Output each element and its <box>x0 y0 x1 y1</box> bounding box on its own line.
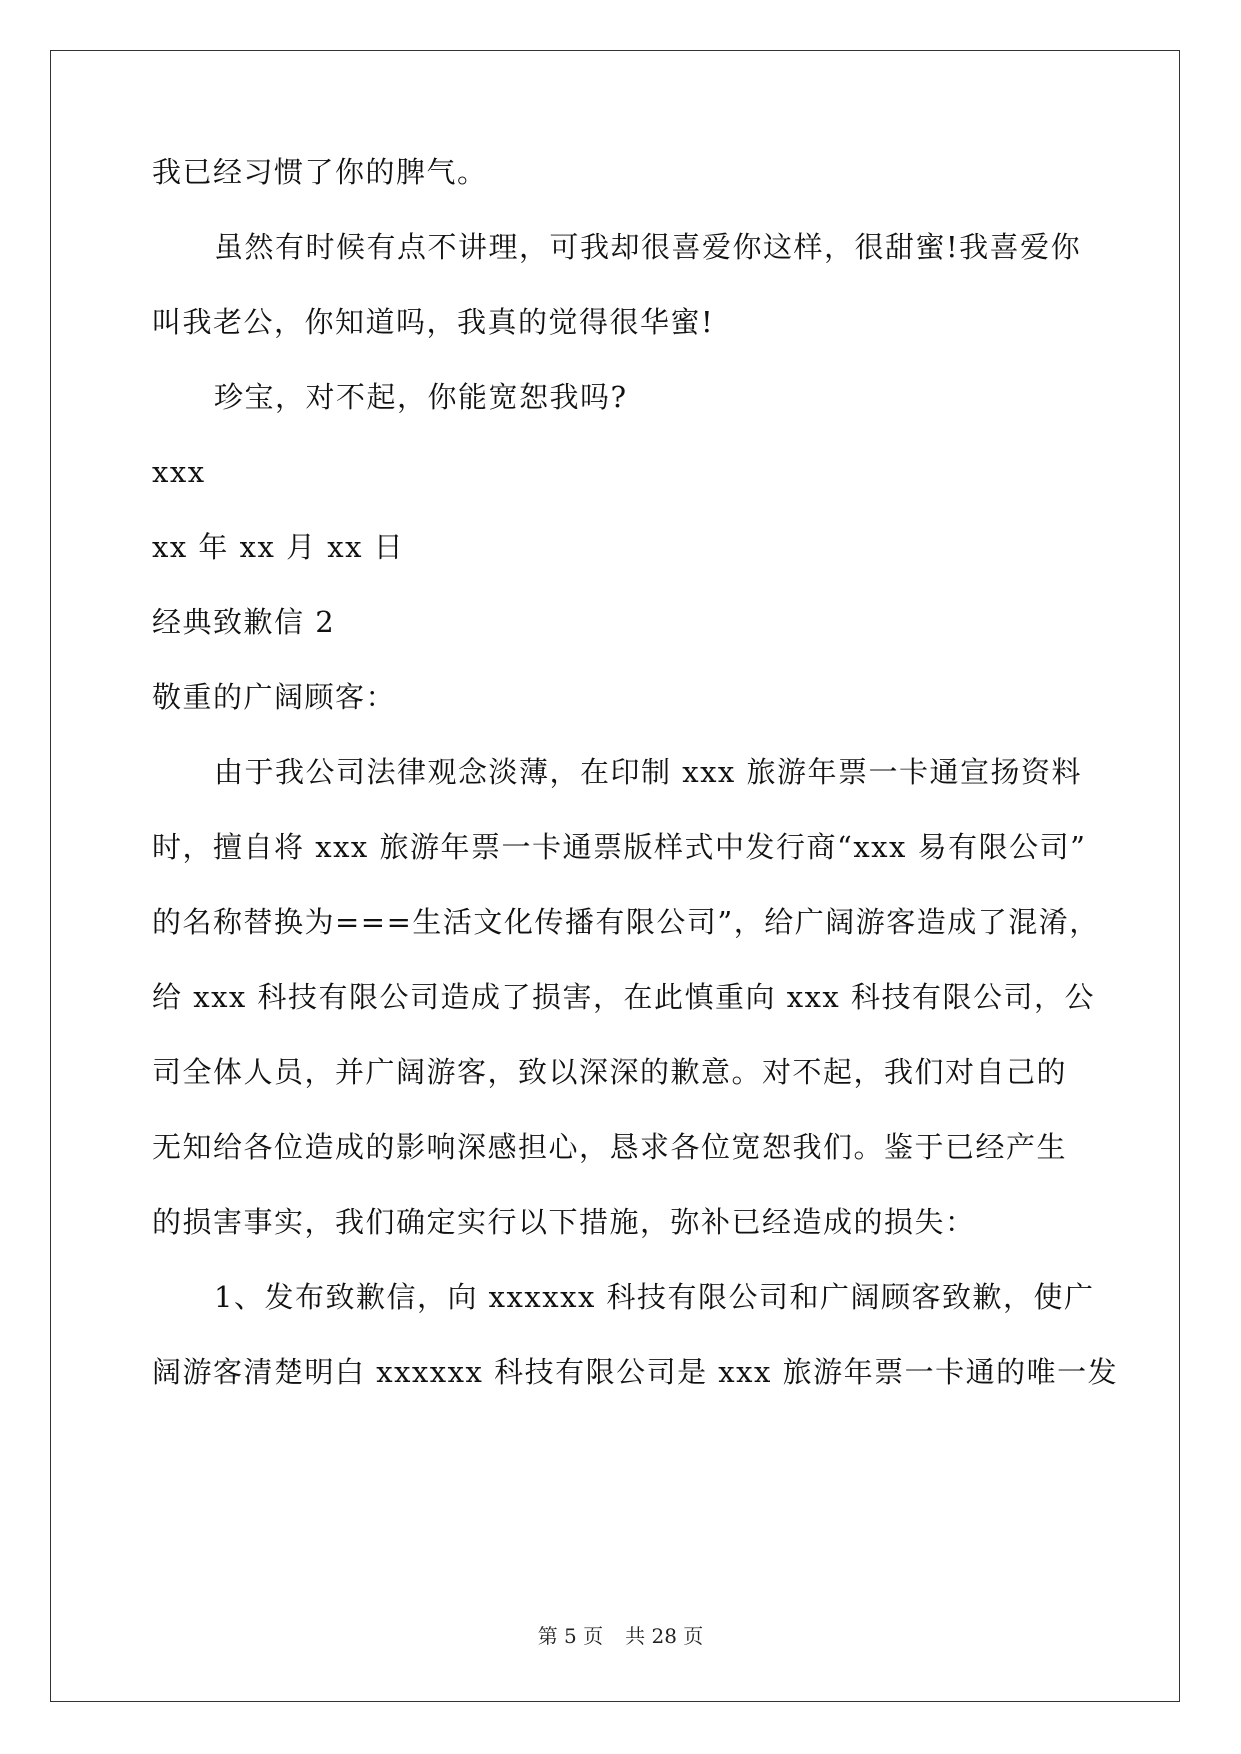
text-line: 无知给各位造成的影响深感担心，恳求各位宽恕我们。鉴于已经产生 <box>152 1130 1068 1164</box>
text-line: 时，擅自将 xxx 旅游年票一卡通票版样式中发行商“xxx 易有限公司” <box>152 830 1087 864</box>
page-total: 共 28 页 <box>625 1624 704 1648</box>
salutation: 敬重的广阔顾客： <box>152 680 397 714</box>
section-title: 经典致歉信 2 <box>152 605 336 639</box>
text-line: 阔游客清楚明白 xxxxxx 科技有限公司是 xxx 旅游年票一卡通的唯一发 <box>152 1355 1119 1389</box>
list-item: 1、发布致歉信，向 xxxxxx 科技有限公司和广阔顾客致歉，使广 <box>214 1280 1095 1314</box>
text-line: 我已经习惯了你的脾气。 <box>152 155 488 189</box>
text-line: 的损害事实，我们确定实行以下措施，弥补已经造成的损失： <box>152 1205 976 1239</box>
text-line: 由于我公司法律观念淡薄，在印制 xxx 旅游年票一卡通宣扬资料 <box>214 755 1083 789</box>
page-number: 第 5 页 <box>537 1624 604 1648</box>
page-border <box>50 50 1180 1702</box>
text-line: 的名称替换为===生活文化传播有限公司”，给广阔游客造成了混淆， <box>152 905 1100 939</box>
page-footer <box>0 1624 1241 1648</box>
text-line: 珍宝，对不起，你能宽恕我吗? <box>214 380 628 414</box>
text-line: 给 xxx 科技有限公司造成了损害，在此慎重向 xxx 科技有限公司，公 <box>152 980 1096 1014</box>
signature-name: xxx <box>152 455 206 489</box>
text-line: 叫我老公，你知道吗，我真的觉得很华蜜! <box>152 305 715 339</box>
signature-date: xx 年 xx 月 xx 日 <box>152 530 405 564</box>
text-line: 虽然有时候有点不讲理，可我却很喜爱你这样，很甜蜜!我喜爱你 <box>214 230 1082 264</box>
text-line: 司全体人员，并广阔游客，致以深深的歉意。对不起，我们对自己的 <box>152 1055 1068 1089</box>
